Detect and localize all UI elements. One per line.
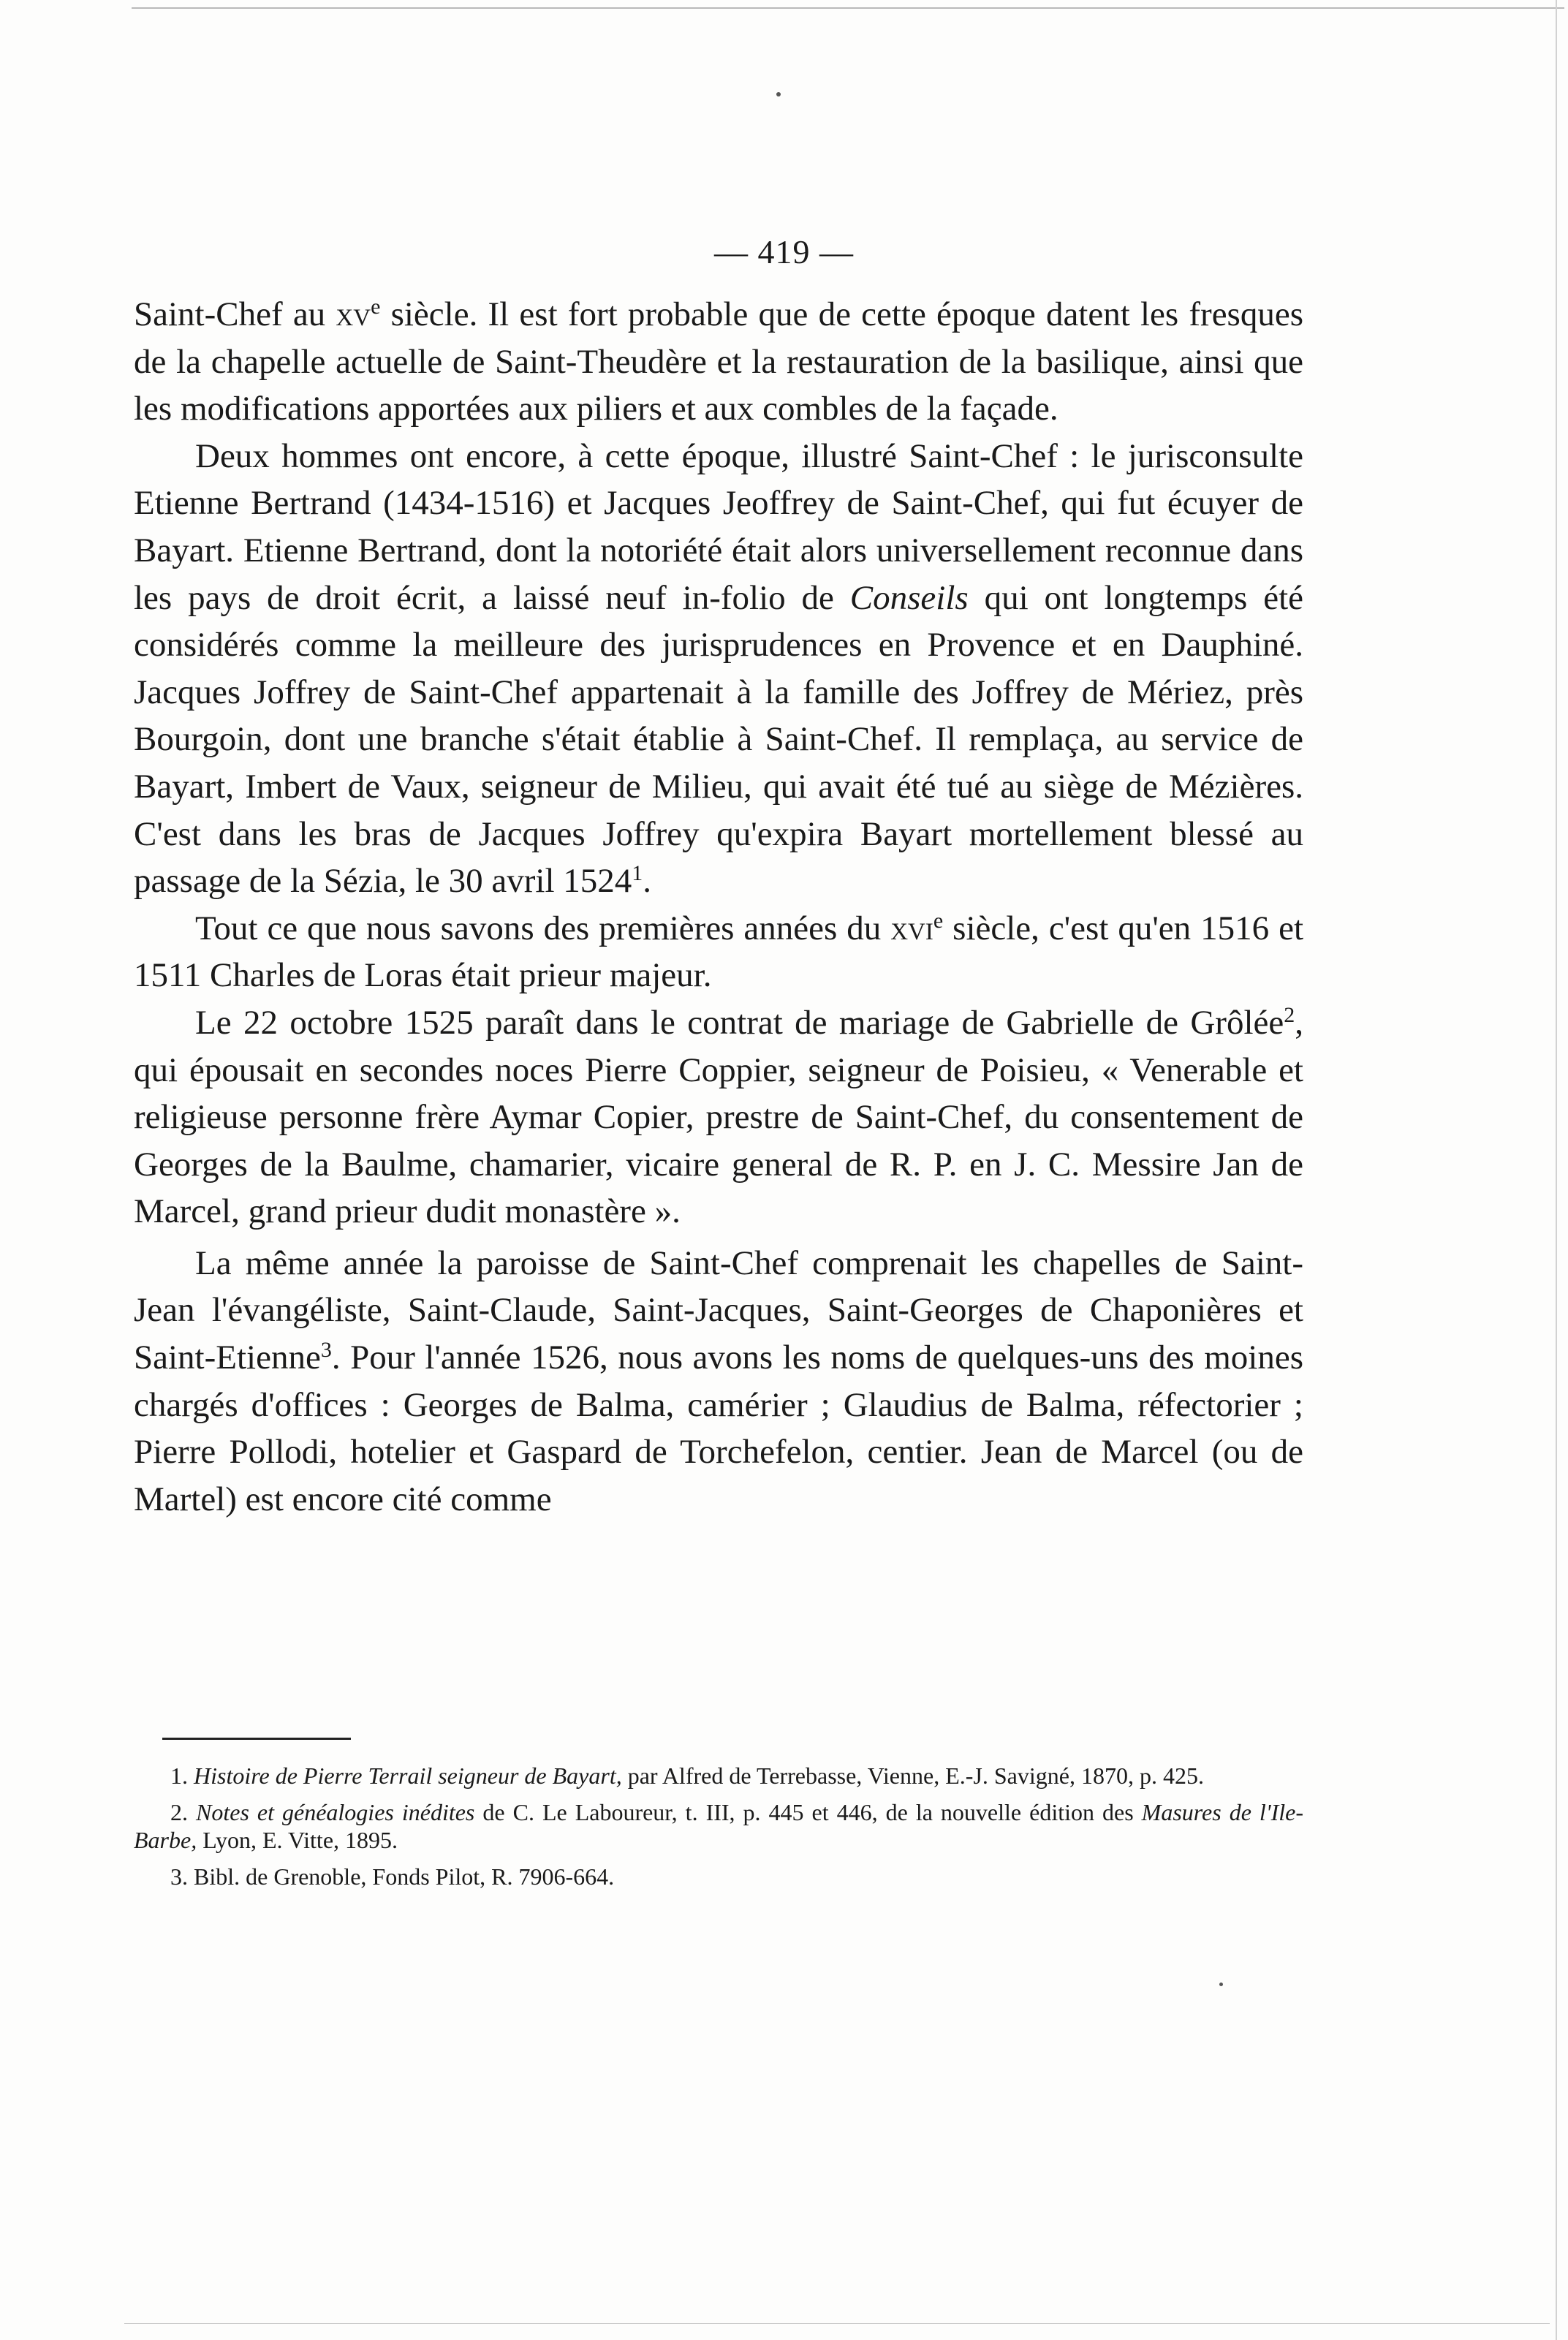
paragraph: La même année la paroisse de Saint-Chef comprenait les chapelles de Saint-Jean l'évangéliste, Saint-Claude, Saint-Jacques, Saint-Georges de Chaponières et Saint-Etienne$^3$. Pour l'année 1526, nous avons les noms de quelques-uns des moines chargés d'offices : Georges de Balma, camérier ; Glaudius de Balma, réfectorier ; Pierre Pollodi, hotelier et Gaspard de Torchefelon, centier. Jean de Marcel (ou de Martel) est encore cité comme: [134, 1243, 1303, 1518]
paragraph: Le 22 octobre 1525 paraît dans le contrat de mariage de Gabrielle de Grôlée$^2$, qui épousait en secondes noces Pierre Coppier, seigneur de Poisieu, « Venerable et religieuse personne frère Aymar Copier, prestre de Saint-Chef, du consentement de Georges de la Baulme, chamarier, vicaire general de R. P. en J. C. Messire Jan de Marcel, grand prieur dudit monastère ».: [134, 1002, 1303, 1231]
scan-edge-line: [1556, 0, 1557, 2340]
footnote-ref[interactable]: 2: [1284, 1002, 1295, 1027]
footnote: 1. Histoire de Pierre Terrail seigneur de Bayart, par Alfred de Terrebasse, Vienne, E.-J. Savigné, 1870, p. 425.: [170, 1762, 1204, 1789]
footnotes: [134, 1762, 1303, 1899]
footnote-ref[interactable]: 3: [320, 1338, 332, 1363]
body-text: [134, 291, 1303, 1523]
scan-edge-line: [132, 7, 1564, 9]
page-number: — 419 —: [714, 233, 854, 270]
footnote-ref[interactable]: 1: [632, 861, 643, 886]
scan-speck: [776, 92, 781, 96]
footnote-divider: [162, 1738, 351, 1740]
paragraph: Deux hommes ont encore, à cette époque, illustré Saint-Chef : le jurisconsulte Etienne Bertrand (1434-1516) et Jacques Jeoffrey de Saint-Chef, qui fut écuyer de Bayart. Etienne Bertrand, dont la notoriété était alors universellement reconnue dans les pays de droit écrit, a laissé neuf in-folio de Conseils qui ont longtemps été considérés comme la meilleure des jurisprudences en Provence et en Dauphiné. Jacques Joffrey de Saint-Chef appartenait à la famille des Joffrey de Mériez, près Bourgoin, dont une branche s'était établie à Saint-Chef. Il remplaça, au service de Bayart, Imbert de Vaux, seigneur de Milieu, qui avait été tué au siège de Mézières. C'est dans les bras de Jacques Joffrey qu'expira Bayart mortellement blessé au passage de la Sézia, le 30 avril 1524$^1$.: [134, 436, 1303, 901]
footnote: 2. Notes et généalogies inédites de C. Le Laboureur, t. III, p. 445 et 446, de la nouvelle édition des Masures de l'Ile-Barbe, Lyon, E. Vitte, 1895.: [134, 1799, 1304, 1853]
paragraph: Tout ce que nous savons des premières années du xvi$^e$ siècle, c'est qu'en 1516 et 1511 Charles de Loras était prieur majeur.: [134, 908, 1304, 995]
scan-speck: [1219, 1983, 1223, 1986]
paragraph: Saint-Chef au $xv^e$ siècle. Il est fort probable que de cette époque datent les fresques de la chapelle actuelle de Saint-Theudère et la restauration de la basilique, ainsi que les modifications apportées aux piliers et aux combles de la façade.: [134, 295, 1303, 428]
scan-edge-line: [124, 2323, 1550, 2324]
footnote: 3. Bibl. de Grenoble, Fonds Pilot, R. 7906-664.: [170, 1863, 615, 1890]
